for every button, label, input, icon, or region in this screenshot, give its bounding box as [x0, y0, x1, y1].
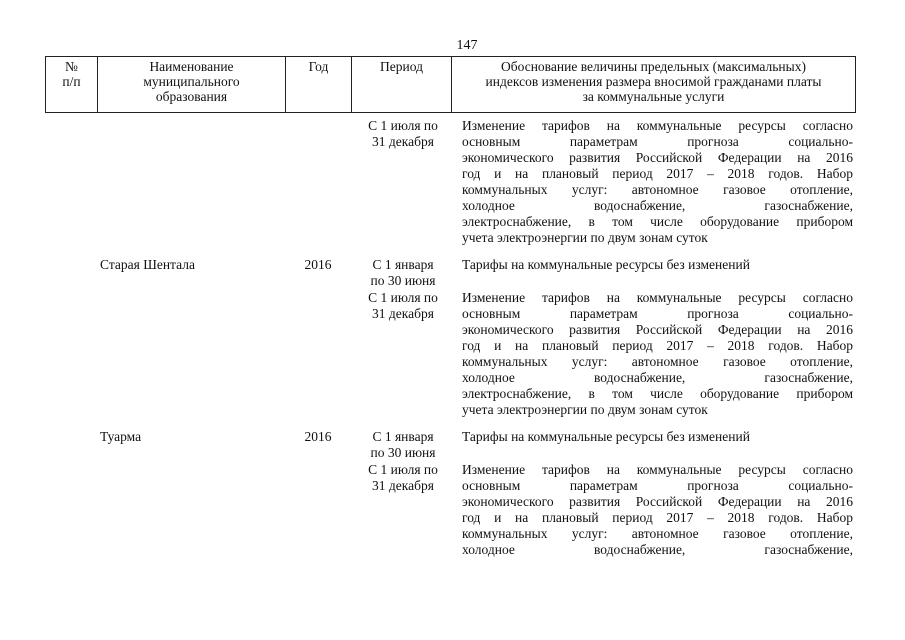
row-justification	[462, 290, 853, 418]
header-num-label: № п/п	[62, 59, 81, 89]
text-line: холодное водоснабжение, газоснабжение,	[462, 198, 853, 213]
text-line: холодное водоснабжение, газоснабжение,	[462, 542, 853, 557]
header-period-label: Период	[380, 59, 423, 74]
text-line: год и на плановый период 2017 – 2018 годов. Набор	[462, 510, 853, 525]
header-year	[286, 57, 352, 113]
text-line: коммунальных услуг: автономное газовое отопление,	[462, 354, 853, 369]
row-municipality: Старая Шентала	[100, 257, 195, 272]
row-period: С 1 июля по 31 декабря	[368, 118, 438, 149]
text-line: экономического развития Российской Федерации на 2016	[462, 150, 853, 165]
table-header	[45, 56, 856, 113]
row-municipality: Туарма	[100, 429, 142, 444]
header-period	[352, 57, 452, 113]
header-year-label: Год	[308, 59, 329, 74]
text-line: коммунальных услуг: автономное газовое отопление,	[462, 182, 853, 197]
row-justification	[462, 118, 853, 246]
header-justification	[452, 57, 856, 113]
text-line: Изменение тарифов на коммунальные ресурсы согласно	[462, 118, 853, 133]
row-period: С 1 июля по 31 декабря	[368, 290, 438, 321]
header-municipality-label: Наименование муниципального образования	[143, 59, 240, 104]
text-line: год и на плановый период 2017 – 2018 годов. Набор	[462, 338, 853, 353]
text-line: холодное водоснабжение, газоснабжение,	[462, 370, 853, 385]
text-line: основным параметрам прогноза социально-	[462, 134, 853, 149]
row-justification	[462, 462, 853, 558]
text-line: основным параметрам прогноза социально-	[462, 306, 853, 321]
text-line: учета электроэнергии по двум зонам суток	[462, 230, 708, 245]
text-line: Тарифы на коммунальные ресурсы без изменений	[462, 257, 750, 272]
header-municipality	[98, 57, 286, 113]
text-line: учета электроэнергии по двум зонам суток	[462, 402, 708, 417]
header-num	[46, 57, 98, 113]
text-line: основным параметрам прогноза социально-	[462, 478, 853, 493]
text-line: Тарифы на коммунальные ресурсы без изменений	[462, 429, 750, 444]
row-justification	[462, 257, 853, 273]
page-number: 147	[456, 38, 478, 53]
row-year: 2016	[304, 429, 332, 444]
text-line: Изменение тарифов на коммунальные ресурсы согласно	[462, 290, 853, 305]
text-line: год и на плановый период 2017 – 2018 годов. Набор	[462, 166, 853, 181]
text-line: Изменение тарифов на коммунальные ресурсы согласно	[462, 462, 853, 477]
text-line: экономического развития Российской Федерации на 2016	[462, 322, 853, 337]
text-line: экономического развития Российской Федерации на 2016	[462, 494, 853, 509]
header-justification-label: Обоснование величины предельных (максимальных) индексов изменения размера вносимой гражданами платы за коммунальные услуги	[485, 59, 822, 104]
row-justification	[462, 429, 853, 445]
text-line: коммунальных услуг: автономное газовое отопление,	[462, 526, 853, 541]
row-period: С 1 января по 30 июня	[370, 257, 436, 288]
text-line: электроснабжение, в том числе оборудование прибором	[462, 214, 853, 229]
row-period: С 1 января по 30 июня	[370, 429, 436, 460]
row-period: С 1 июля по 31 декабря	[368, 462, 438, 493]
row-year: 2016	[304, 257, 332, 272]
text-line: электроснабжение, в том числе оборудование прибором	[462, 386, 853, 401]
